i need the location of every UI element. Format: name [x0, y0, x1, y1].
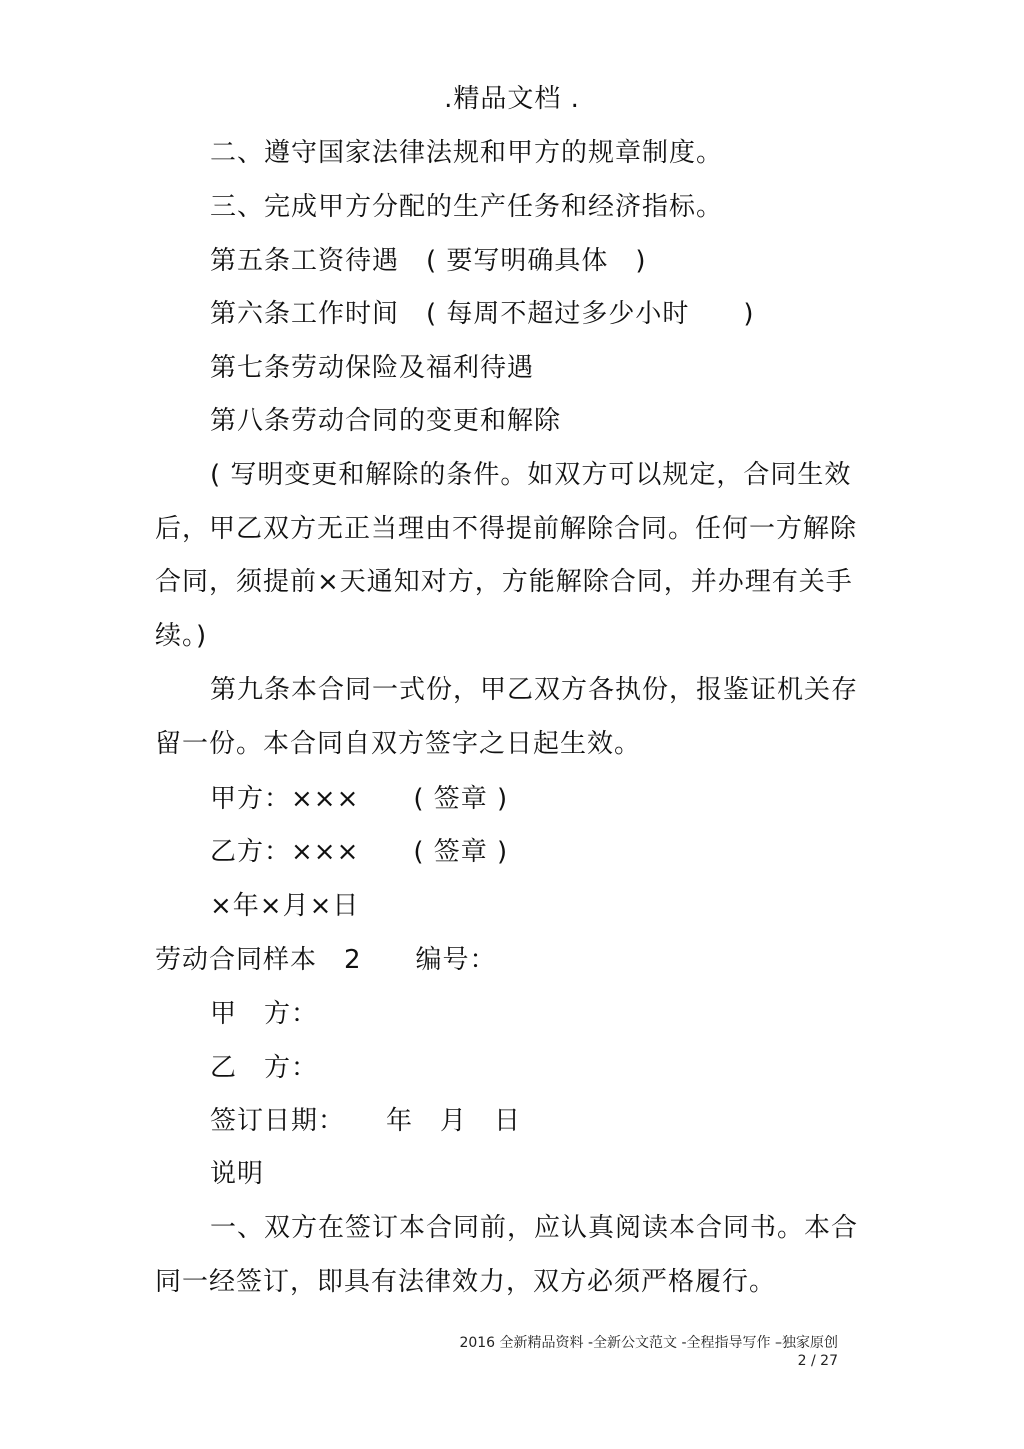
body-line-15: ×年×月×日	[210, 891, 360, 921]
body-line-5: 第七条劳动保险及福利待遇	[210, 353, 535, 383]
body-line-6: 第八条劳动合同的变更和解除	[210, 406, 562, 436]
body-line-16: 劳动合同样本 2 编号：	[155, 945, 497, 975]
page-header: .精品文档 .	[444, 84, 580, 114]
page-number: 2 / 27	[797, 1353, 838, 1369]
body-line-2: 三、完成甲方分配的生产任务和经济指标。	[210, 192, 724, 222]
body-line-12: 留一份。本合同自双方签字之日起生效。	[155, 729, 642, 759]
body-line-10: 续。)	[155, 621, 208, 651]
body-line-8: 后，甲乙双方无正当理由不得提前解除合同。任何一方解除	[155, 514, 858, 544]
body-line-9: 合同，须提前×天通知对方，方能解除合同，并办理有关手	[155, 567, 853, 597]
body-line-11: 第九条本合同一式份，甲乙双方各执份，报鉴证机关存	[210, 675, 859, 705]
body-line-17: 甲 方：	[210, 999, 319, 1029]
body-line-18: 乙 方：	[210, 1053, 319, 1083]
body-line-22: 同一经签订，即具有法律效力，双方必须严格履行。	[155, 1267, 777, 1297]
body-line-7: ( 写明变更和解除的条件。如双方可以规定，合同生效	[210, 460, 852, 490]
body-line-13: 甲方：××× ( 签章 )	[210, 784, 509, 814]
body-line-3: 第五条工资待遇 ( 要写明确具体 )	[210, 246, 647, 276]
body-line-19: 签订日期： 年 月 日	[210, 1106, 522, 1136]
footer-text: 2016 全新精品资料 -全新公文范文 -全程指导写作 –独家原创	[459, 1335, 838, 1351]
body-line-14: 乙方：××× ( 签章 )	[210, 837, 509, 867]
body-line-4: 第六条工作时间 ( 每周不超过多少小时 )	[210, 299, 755, 329]
body-line-1: 二、遵守国家法律法规和甲方的规章制度。	[210, 138, 724, 168]
body-line-20: 说明	[210, 1159, 265, 1189]
body-line-21: 一、双方在签订本合同前，应认真阅读本合同书。本合	[210, 1213, 859, 1243]
